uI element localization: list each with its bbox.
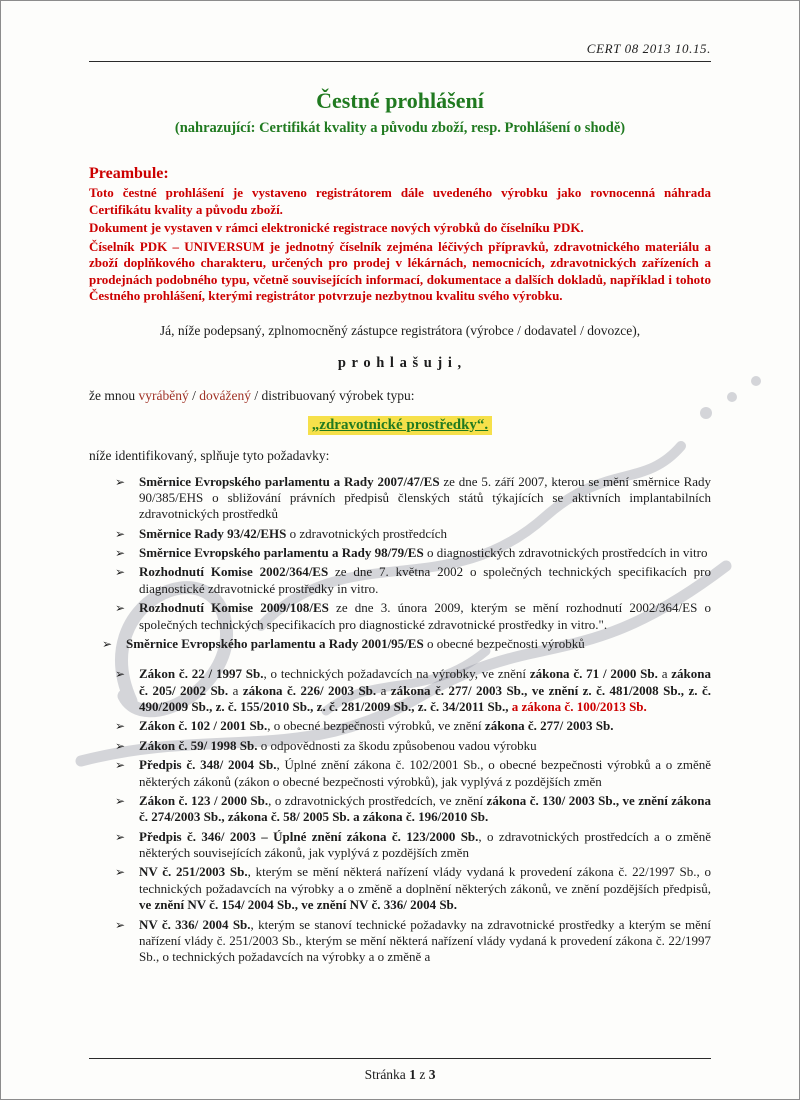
text-segment: z: [415, 1067, 429, 1082]
text-segment: a: [657, 666, 672, 682]
text-segment: Zákon č. 102 / 2001 Sb.: [139, 718, 268, 734]
text-segment: Směrnice Evropského parlamentu a Rady 2001/95/ES: [126, 635, 424, 651]
product-type-highlight: „zdravotnické prostředky“.: [308, 416, 492, 435]
text-segment: že mnou: [89, 387, 139, 403]
text-segment: , o zdravotnických prostředcích a o změně některých souvisejících zákonů, jak vyplývá z pozdějších změn: [139, 828, 711, 860]
page-footer: [89, 1058, 711, 1083]
text-segment: o odpovědnosti za škodu způsobenou vadou výrobku: [257, 737, 537, 753]
arrow-bullet-icon: ➢: [115, 917, 126, 932]
text-segment: a: [228, 682, 243, 698]
text-segment: o zdravotnických prostředcích: [286, 525, 447, 541]
arrow-bullet-icon: ➢: [115, 738, 126, 753]
doc-subtitle: (nahrazující: Certifikát kvality a původu zboží, resp. Prohlášení o shodě): [174, 120, 626, 136]
preamble-paragraph-1: Toto čestné prohlášení je vystaveno registrátorem dále uvedeného výrobku jako rovnocenná náhrada Certifikátu kvality a původu zboží.: [89, 185, 711, 217]
text-segment: ve znění NV č. 154/ 2004 Sb., ve znění NV č. 336/ 2004 Sb.: [139, 897, 458, 913]
arrow-bullet-icon: ➢: [115, 526, 126, 541]
arrow-bullet-icon: ➢: [115, 719, 126, 734]
requirement-item: [115, 917, 711, 966]
arrow-bullet-icon: ➢: [115, 546, 126, 560]
text-segment: Směrnice Evropského parlamentu a Rady 98/79/ES: [139, 545, 424, 560]
requirement-text: [139, 864, 711, 913]
product-type-line: [89, 388, 711, 404]
requirement-text: [126, 636, 711, 652]
text-segment: NV č. 336/ 2004 Sb.: [139, 916, 251, 932]
requirements-list-cz: [89, 666, 711, 965]
text-segment: , o zdravotnických prostředcích, ve znění: [268, 792, 487, 808]
requirement-item: [115, 474, 711, 523]
text-segment: zákona č. 277/ 2003 Sb.: [484, 718, 614, 734]
requirement-item: [115, 793, 711, 826]
requirement-item: [115, 864, 711, 913]
text-segment: Předpis č. 346/ 2003 – Úplné znění zákona č. 123/2000 Sb.: [139, 828, 479, 844]
requirement-text: [139, 757, 711, 790]
document-content: [1, 1, 799, 1039]
text-segment: ze dne 3. února 2009, kterým se mění rozhodnutí 2002/364/ES o společných technických specifikacích pro diagnostické zdravotnické prostředky in vitro.".: [139, 600, 711, 632]
text-segment: Zákon č. 22 / 1997 Sb.: [139, 666, 264, 682]
requirement-item: [115, 564, 711, 597]
arrow-bullet-icon: ➢: [115, 829, 126, 844]
requirement-text: [139, 917, 711, 966]
text-segment: Směrnice Evropského parlamentu a Rady 2007/47/ES: [139, 473, 440, 489]
text-segment: Rozhodnutí Komise 2009/108/ES: [139, 600, 329, 616]
text-segment: ze dne 7. května 2002 o společných technických specifikacích pro diagnostické zdravotnické prostředky in vitro.: [139, 564, 711, 596]
declaration-verb: p r o h l a š u j i ,: [337, 354, 463, 371]
arrow-bullet-icon: ➢: [102, 636, 113, 651]
text-segment: zákona č. 277/ 2003 Sb., ve znění z. č. 481/2008 Sb., z. č. 490/2009 Sb., z. č. 155/2010 Sb., z. č. 281/2009 Sb., z. č. 34/2011 Sb.,: [139, 682, 711, 714]
requirement-text: [139, 526, 711, 542]
text-segment: Zákon č. 123 / 2000 Sb.: [139, 792, 269, 808]
text-segment: /: [188, 387, 200, 403]
text-segment: dovážený: [199, 387, 251, 403]
requirement-text: [139, 793, 711, 826]
text-segment: výrobek typu:: [339, 387, 415, 403]
text-segment: zákona č. 226/ 2003 Sb.: [242, 682, 377, 698]
arrow-bullet-icon: ➢: [115, 667, 126, 682]
arrow-bullet-icon: ➢: [115, 565, 126, 580]
preamble-paragraph-2: Dokument je vystaven v rámci elektronické registrace nových výrobků do číselníku PDK.: [89, 220, 584, 235]
requirement-item: [115, 757, 711, 790]
requirement-item: [115, 718, 711, 734]
requirement-text: [139, 474, 711, 523]
text-segment: o diagnostických zdravotnických prostředcích in vitro: [423, 545, 708, 560]
arrow-bullet-icon: ➢: [115, 758, 126, 773]
text-segment: zákona č. 205/ 2002 Sb.: [139, 666, 711, 698]
text-segment: a zákona č. 100/2013 Sb.: [511, 699, 647, 714]
requirement-item: [115, 666, 711, 715]
preamble-heading: Preambule:: [89, 165, 169, 182]
text-segment: Předpis č. 348/ 2004 Sb.: [139, 757, 277, 773]
requirement-item: [102, 636, 711, 652]
requirement-text: [139, 666, 711, 715]
text-segment: , kterým se stanoví technické požadavky na zdravotnické prostředky a kterým se mění nařízení vlády č. 251/2003 Sb., kterým se mění některá nařízení vlády vydaná k provedení zákona č. 22/1997 Sb., o technických požadavcích na výrobky a o změně a: [139, 916, 711, 965]
preamble-paragraph-3: Číselník PDK – UNIVERSUM je jednotný číselník zejména léčivých přípravků, zdravotnického materiálu a zboží doplňkového charakteru, určených pro prodej v lékárnách, nemocnicích, zdravotnických zařízeních a prodejnách podobného typu, včetně souvisejících informací, dokumentace a dalších dokladů, například i tohoto Čestného prohlášení, kterými registrátor potvrzuje nezbytnou kvalitu svého výrobku.: [89, 238, 711, 303]
arrow-bullet-icon: ➢: [115, 865, 126, 880]
requirement-item: [115, 600, 711, 633]
requirement-text: [139, 564, 711, 597]
requirements-intro: níže identifikovaný, splňuje tyto požadavky:: [89, 447, 330, 463]
doc-code: CERT 08 2013 10.15.: [586, 41, 711, 56]
text-segment: 1: [409, 1067, 416, 1082]
requirement-item: [115, 526, 711, 542]
text-segment: zákona č. 130/ 2003 Sb., ve znění zákona č. 274/2003 Sb., zákona č. 58/ 2005 Sb. a zákona č. 196/2010 Sb.: [139, 792, 712, 825]
text-segment: ze dne 5. září 2007, kterou se mění směrnice Rady 90/385/EHS o sbližování právních předpisů členských států týkajících se aktivních implantabilních zdravotnických prostředků: [139, 473, 712, 522]
text-segment: Stránka: [364, 1067, 410, 1082]
arrow-bullet-icon: ➢: [115, 601, 126, 616]
arrow-bullet-icon: ➢: [115, 793, 126, 808]
text-segment: Rozhodnutí Komise 2002/364/ES: [139, 564, 329, 580]
text-segment: , o technických požadavcích na výrobky, ve znění: [263, 666, 530, 682]
text-segment: , Úplné znění zákona č. 102/2001 Sb., o obecné bezpečnosti výrobků a o změně některých zákonů (zákon o obecné bezpečnosti výrobků), jak vyplývá z pozdějších změn: [139, 757, 711, 789]
requirement-text: [139, 600, 711, 633]
declaration-intro: Já, níže podepsaný, zplnomocněný zástupce registrátora (výrobce / dodavatel / dovozce),: [159, 322, 641, 338]
text-segment: Zákon č. 59/ 1998 Sb.: [139, 737, 258, 753]
doc-title: Čestné prohlášení: [316, 88, 484, 113]
text-segment: , kterým se mění některá nařízení vlády vydaná k provedení zákona č. 22/1997 Sb., o technických požadavcích na výrobky a o změně a doplnění některých zákonů, ve znění pozdějších předpisů,: [139, 864, 711, 896]
requirement-text: [139, 545, 711, 561]
text-segment: a: [376, 682, 391, 698]
text-segment: zákona č. 71 / 2000 Sb.: [529, 666, 658, 682]
text-segment: Směrnice Rady 93/42/EHS: [139, 525, 287, 541]
requirement-text: [139, 829, 711, 862]
text-segment: o obecné bezpečnosti výrobků: [423, 635, 585, 651]
page-number: [89, 1059, 711, 1083]
requirement-item: [115, 738, 711, 754]
text-segment: , o obecné bezpečnosti výrobků, ve znění: [267, 718, 485, 734]
arrow-bullet-icon: ➢: [115, 474, 126, 489]
text-segment: vyráběný: [138, 387, 189, 403]
requirement-text: [139, 718, 711, 734]
text-segment: / distribuovaný: [250, 387, 340, 403]
requirement-item: [115, 829, 711, 862]
header-rule: [89, 61, 711, 62]
text-segment: 3: [428, 1067, 436, 1082]
requirement-text: [139, 738, 711, 754]
text-segment: NV č. 251/2003 Sb.: [139, 864, 248, 880]
requirements-list-eu: [89, 474, 711, 653]
product-type-highlight-row: [89, 416, 711, 435]
requirement-item: [115, 545, 711, 561]
